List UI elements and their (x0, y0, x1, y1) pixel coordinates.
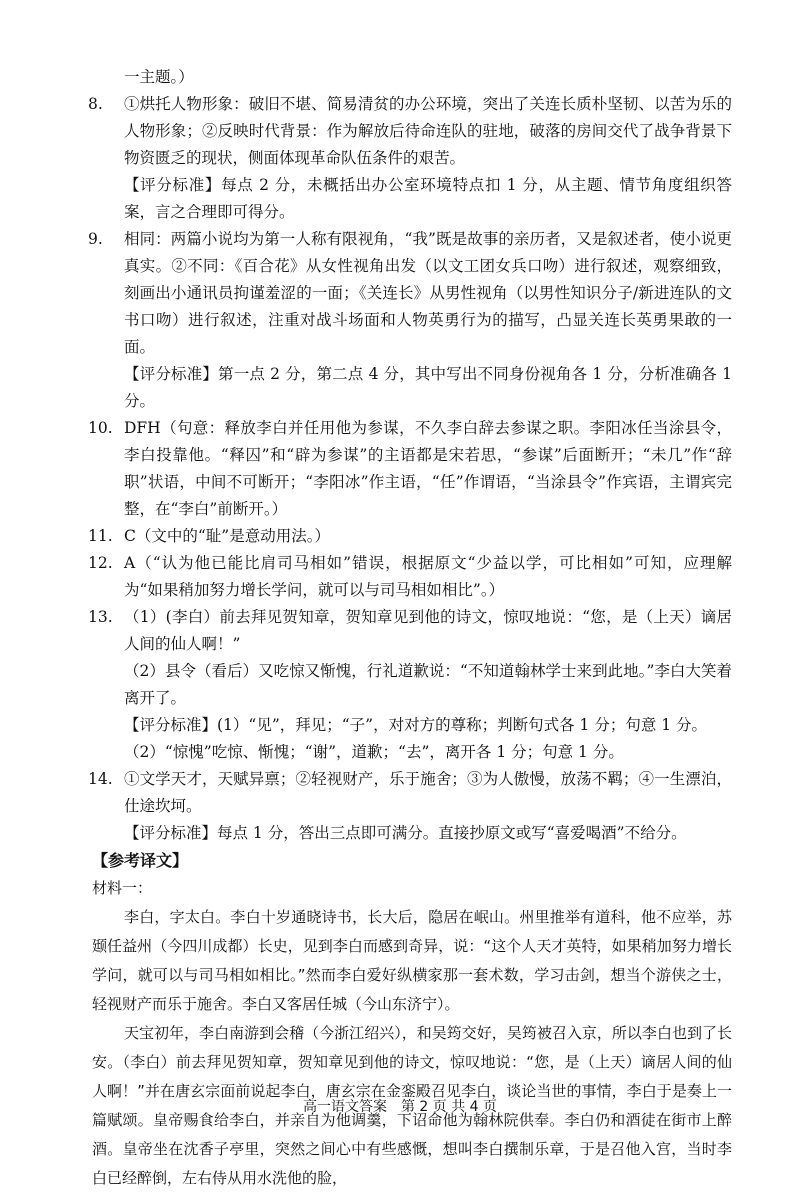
material-label: 材料一： (92, 879, 153, 897)
answer-content (88, 64, 732, 1193)
answer-text: ①烘托人物形象：破旧不堪、简易清贫的办公环境，突出了关连长质朴坚韧、以苦为乐的人物形象；②反映时代背景：作为解放后待命连队的驻地，破落的房间交代了战争背景下物资匮乏的现状，侧面体现革命队伍条件的艰苦。 (124, 95, 732, 167)
scoring-standard: 【评分标准】每点 2 分，未概括出办公室环境特点扣 1 分，从主题、情节角度组织答案，言之合理即可得分。 (124, 176, 732, 221)
answer-text: （1）(李白）前去拜见贺知章，贺知章见到他的诗文，惊叹地说：“您，是（上天）谪居人间的仙人啊！” (124, 608, 732, 653)
answer-text: A（“认为他已能比肩司马相如”错误，根据原文“少益以学，可比相如”可知，应理解为“如果稍加努力增长学问，就可以与司马相如相比”。） (124, 554, 732, 599)
answer-10 (88, 415, 732, 523)
question-number: 13. (88, 608, 113, 626)
question-number: 11. (88, 527, 113, 545)
translation-paragraph: 李白，字太白。李白十岁通晓诗书，长大后，隐居在岷山。州里推举有道科，他不应举，苏颋任益州（今四川成都）长史，见到李白而感到奇异，说：“这个人天才英特，如果稍加努力增长学问，就可以与司马相如相比。”然而李白爱好纵横家那一套术数，学习击剑，想当个游侠之士，轻视财产而乐于施舍。李白又客居任城（今山东济宁）。 (92, 908, 732, 1013)
line-continuation: 一主题。） (124, 68, 194, 86)
page-footer: 高一语文答案 第 2 页 共 4 页 (302, 1099, 498, 1115)
answer-text: C（文中的“耻”是意动用法。） (124, 527, 330, 545)
answer-14 (88, 766, 732, 847)
translation-paragraph: 天宝初年，李白南游到会稽（今浙江绍兴），和吴筠交好，吴筠被召入京，所以李白也到了长安。（李白）前去拜见贺知章，贺知章见到他的诗文，惊叹地说：“您，是（上天）谪居人间的仙人啊！”并在唐玄宗面前说起李白，唐玄宗在金銮殿召见李白，谈论当世的事情，李白于是奏上一篇赋颂。皇帝赐食给李白，并亲自为他调羹，下诏命他为翰林院供奉。李白仍和酒徒在街市上醉酒。皇帝坐在沈香子亭里，突然之间心中有些感慨，想叫李白撰制乐章，于是召他入宫，当时李白已经醉倒，左右侍从用水洗他的脸， (92, 1024, 732, 1187)
answer-12 (88, 550, 732, 604)
scoring-standard: （2）“惊愧”吃惊、惭愧；“谢”，道歉；“去”，离开各 1 分；句意 1 分。 (124, 743, 624, 761)
answer-text: 相同：两篇小说均为第一人称有限视角，“我”既是故事的亲历者，又是叙述者，使小说更真实。②不同：《百合花》从女性视角出发（以文工团女兵口吻）进行叙述，观察细致，刻画出小通讯员拘谨羞涩的一面；《关连长》从男性视角（以男性知识分子/新进连队的文书口吻）进行叙述，注重对战斗场面和人物英勇行为的描写，凸显关连长英勇果敢的一面。 (124, 230, 732, 356)
answer-text: DFH（句意：释放李白并任用他为参谋，不久李白辞去参谋之职。李阳冰任当涂县令，李白投靠他。“释囚”和“辟为参谋”的主语都是宋若思，“参谋”后面断开；“未几”作“辞职”状语，中间不可断开；“李阳冰”作主语，“任”作谓语，“当涂县令”作宾语，主谓宾完整，在“李白”前断开。） (124, 419, 732, 518)
answer-13 (88, 604, 732, 766)
question-number: 12. (88, 554, 113, 572)
scoring-standard: 【评分标准】每点 1 分，答出三点即可满分。直接抄原文或写“喜爱喝酒”不给分。 (124, 824, 687, 842)
answer-text: ①文学天才，天赋异禀；②轻视财产，乐于施舍；③为人傲慢，放荡不羁；④一生漂泊，仕途坎坷。 (124, 770, 732, 815)
answer-8 (88, 91, 732, 226)
answer-11 (88, 523, 732, 550)
answer-text: （2）县令（看后）又吃惊又惭愧，行礼道歉说：“不知道翰林学士来到此地。”李白大笑着离开了。 (124, 662, 732, 707)
answer-9 (88, 226, 732, 415)
question-number: 10. (88, 419, 113, 437)
question-number: 8. (88, 95, 103, 113)
question-number: 14. (88, 770, 113, 788)
scoring-standard: 【评分标准】第一点 2 分，第二点 4 分，其中写出不同身份视角各 1 分，分析准确各 1 分。 (124, 365, 732, 410)
scoring-standard: 【评分标准】(1）“见”，拜见；“子”，对对方的尊称；判断句式各 1 分；句意 1 分。 (124, 716, 708, 734)
reference-translation-heading: 【参考译文】 (92, 851, 189, 870)
question-number: 9. (88, 230, 103, 248)
